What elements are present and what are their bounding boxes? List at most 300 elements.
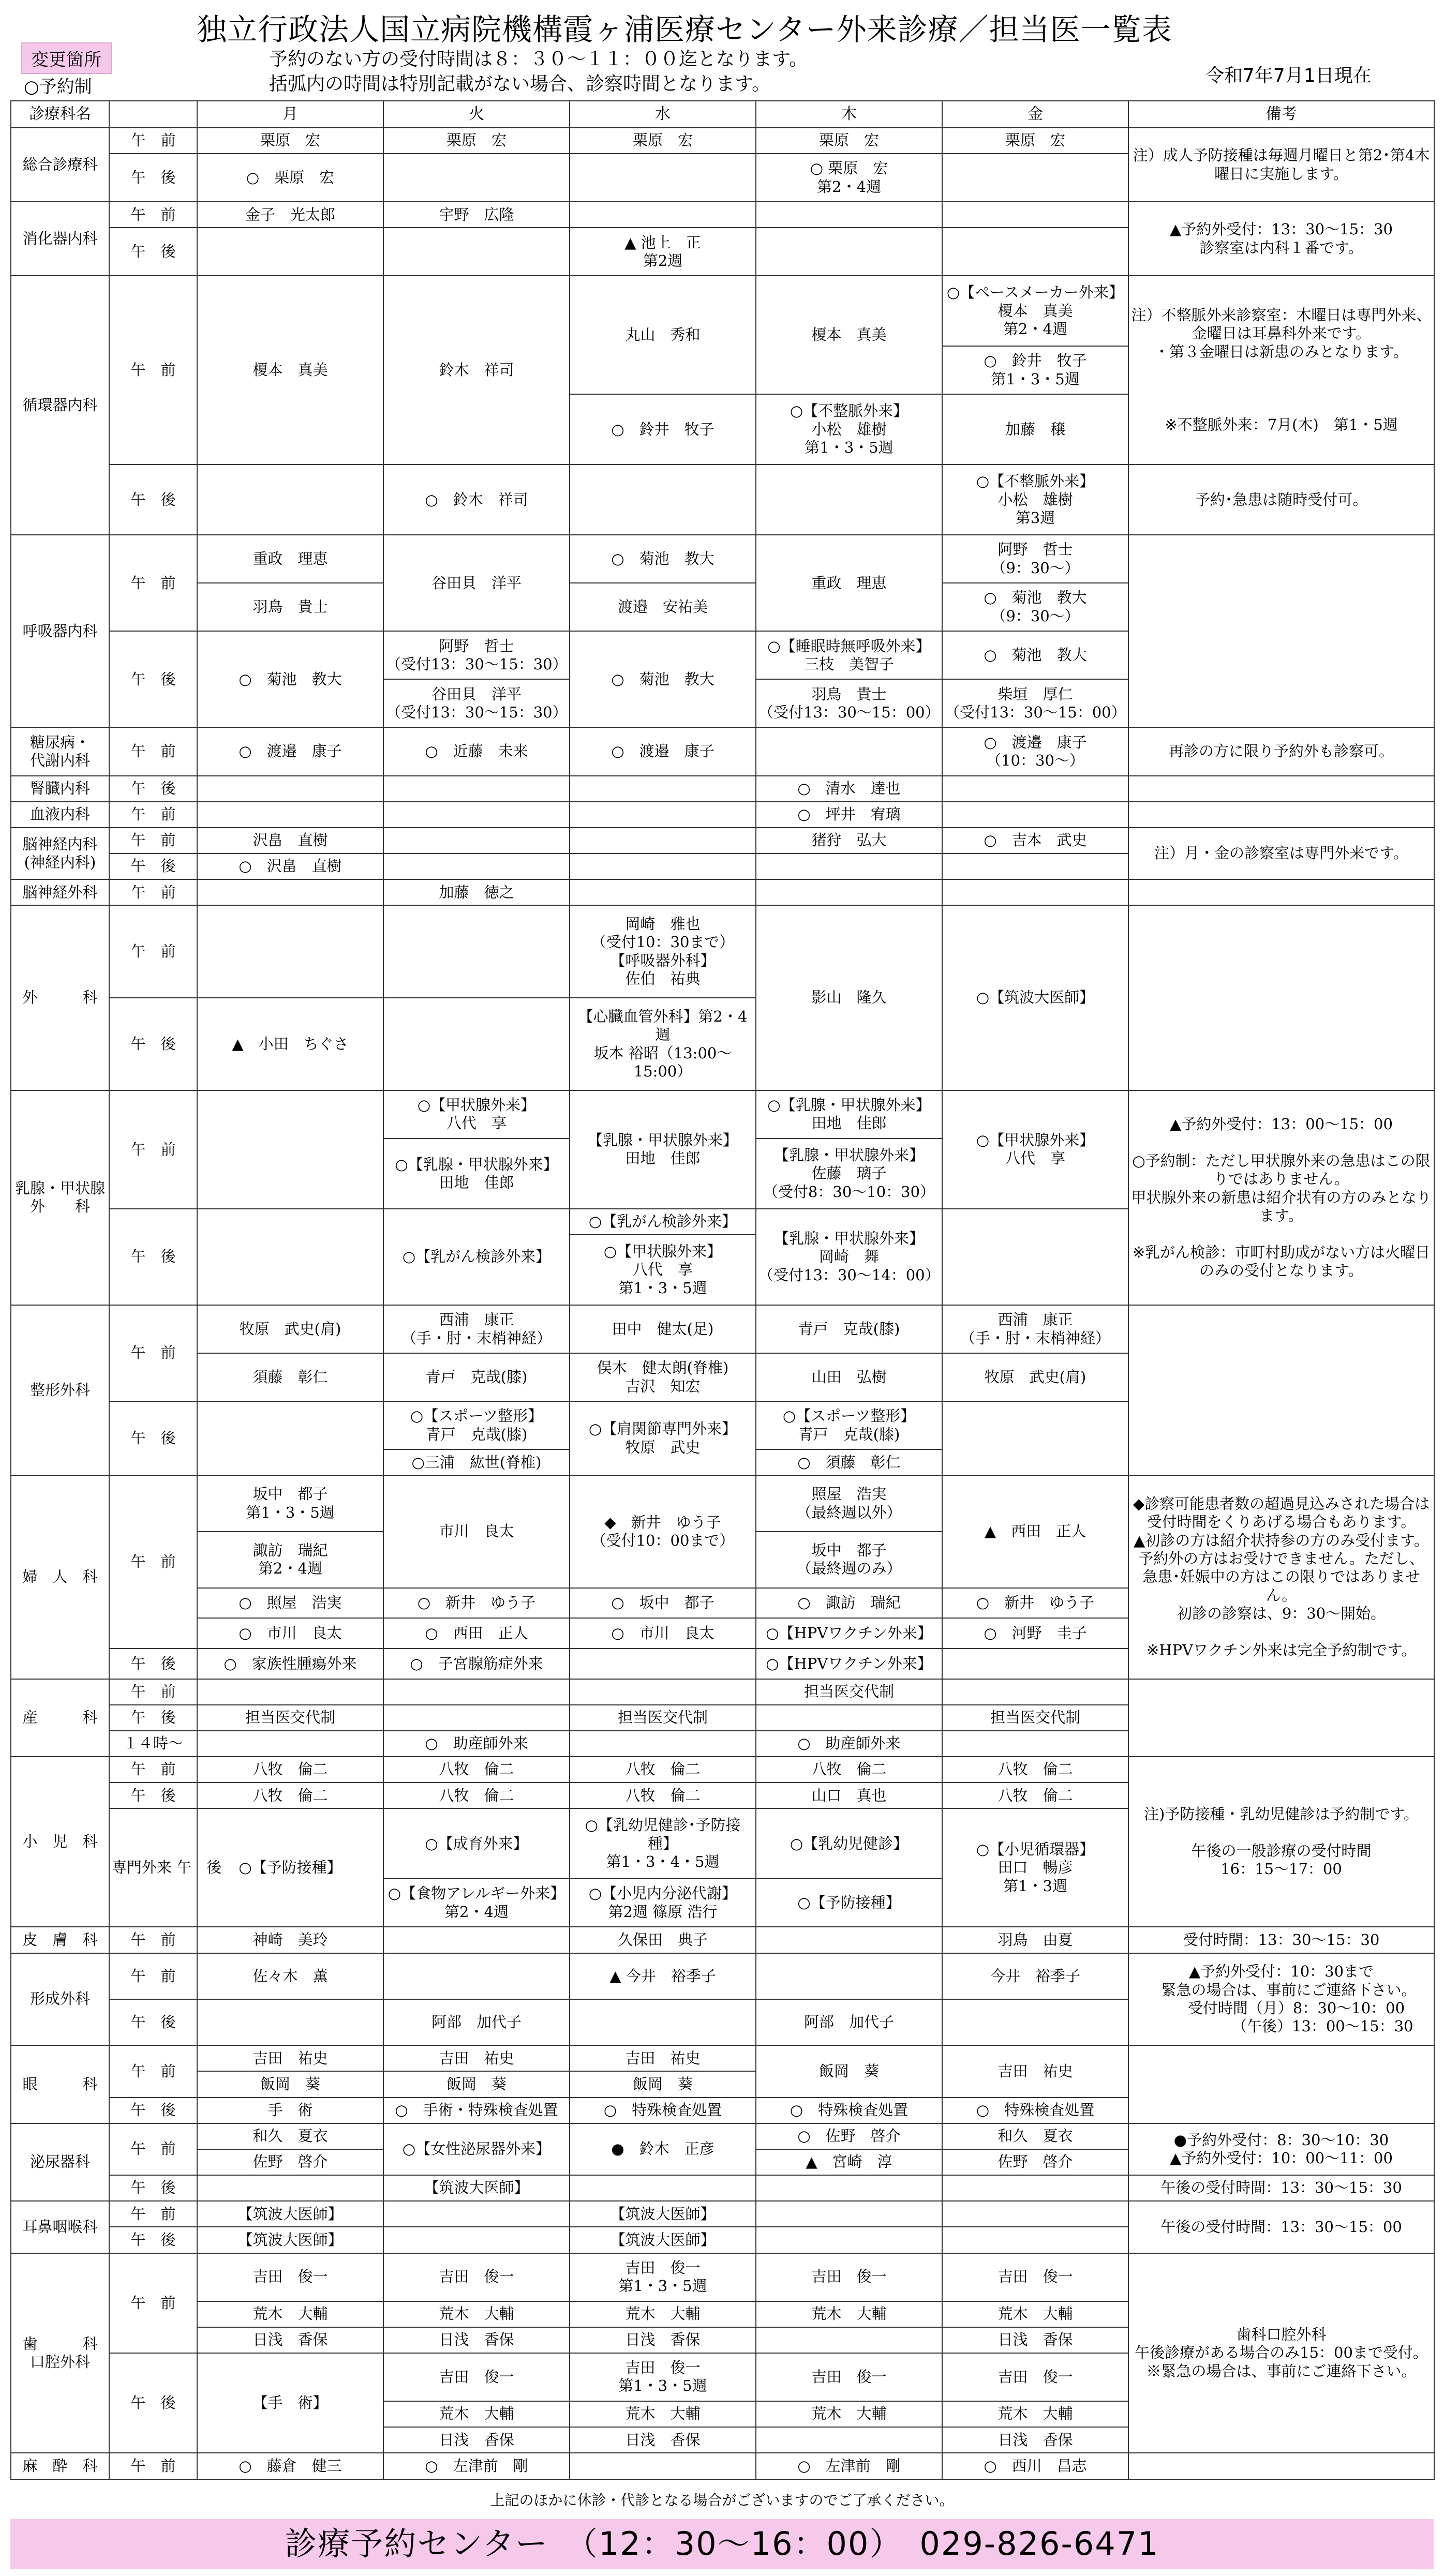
session-time: 午 前: [109, 2453, 197, 2479]
dept-name: 脳神経内科 (神経内科): [11, 828, 109, 879]
doctor-cell: [756, 228, 942, 276]
doctor-cell: 山口 真也: [756, 1783, 942, 1808]
table-row: [11, 2453, 1434, 2479]
session-time: 午 後: [109, 1649, 197, 1679]
doctor-cell: 日浅 香保: [383, 2427, 570, 2453]
doctor-cell: 羽鳥 貴士 （受付13：30～15：00）: [756, 679, 942, 727]
doctor-cell: 吉田 俊一 第1・3・5週: [570, 2353, 756, 2401]
remarks-cell: 注）成人予防接種は毎週月曜日と第2･第4木曜日に実施します。: [1128, 128, 1434, 202]
doctor-cell: [756, 1705, 942, 1731]
doctor-cell: ○【HPVワクチン外来】: [756, 1618, 942, 1649]
doctor-cell: ○【予防接種】: [197, 1808, 383, 1927]
doctor-cell: 【乳腺・甲状腺外来】 岡崎 舞 （受付13：30～14：00）: [756, 1209, 942, 1305]
doctor-cell: 渡邉 安祐美: [570, 583, 756, 631]
table-row: [11, 128, 1434, 154]
doctor-cell: 阿野 哲士 （9：30～）: [942, 535, 1128, 583]
doctor-cell: ○ 菊池 教大: [570, 535, 756, 583]
doctor-cell: 担当医交代制: [197, 1705, 383, 1731]
doctor-cell: 荒木 大輔: [942, 2301, 1128, 2327]
doctor-cell: ○ 吉本 武史: [942, 828, 1128, 853]
table-row: [11, 2123, 1434, 2149]
doctor-cell: ○【乳腺・甲状腺外来】 田地 佳郎: [383, 1139, 570, 1209]
doctor-cell: 羽鳥 貴士: [197, 583, 383, 631]
doctor-cell: ○ 渡邉 康子: [197, 727, 383, 775]
doctor-cell: 阿野 哲士 （受付13：30～15：30）: [383, 631, 570, 679]
doctor-cell: ○ 新井 ゆう子: [942, 1588, 1128, 1619]
table-row: [11, 905, 1434, 998]
doctor-cell: ○ 左津前 剛: [383, 2453, 570, 2479]
doctor-cell: [570, 154, 756, 202]
table-row: [11, 1679, 1434, 1705]
session-time: 午 後: [109, 853, 197, 879]
doctor-cell: 西浦 康正 （手・肘・末梢神経）: [942, 1305, 1128, 1353]
doctor-cell: ○ 近藤 未来: [383, 727, 570, 775]
doctor-cell: 神崎 美玲: [197, 1927, 383, 1953]
doctor-cell: 日浅 香保: [942, 2327, 1128, 2353]
doctor-cell: ○ 鈴木 祥司: [383, 465, 570, 535]
doctor-cell: 重政 理恵: [197, 535, 383, 583]
doctor-cell: [383, 828, 570, 853]
doctor-cell: ○ 特殊検査処置: [942, 2098, 1128, 2123]
doctor-cell: ○【女性泌尿器外来】: [383, 2123, 570, 2175]
doctor-cell: ○ 照屋 浩実: [197, 1588, 383, 1619]
doctor-cell: ○ 菊池 教大 （9：30～）: [942, 583, 1128, 631]
doctor-cell: [570, 853, 756, 879]
doctor-cell: ○【小児内分泌代謝】 第2週 篠原 浩行: [570, 1879, 756, 1927]
session-time: 午 後: [109, 154, 197, 202]
doctor-cell: ○ 渡邉 康子: [570, 727, 756, 775]
remarks-cell: [1128, 2453, 1434, 2479]
table-row: [11, 1305, 1434, 1353]
doctor-cell: 八牧 倫二: [197, 1783, 383, 1808]
reservation-center-bar: 診療予約センター （12：30～16：00） 029-826-6471: [10, 2519, 1434, 2569]
dept-name: 腎臓内科: [11, 776, 109, 802]
doctor-cell: [756, 202, 942, 228]
doctor-cell: [197, 1209, 383, 1305]
table-row: [11, 2201, 1434, 2227]
doctor-cell: 佐野 啓介: [197, 2149, 383, 2175]
remarks-cell: [1128, 879, 1434, 905]
doctor-cell: 【筑波大医師】: [570, 2227, 756, 2253]
table-row: [11, 2253, 1434, 2301]
doctor-cell: 吉田 祐史: [383, 2045, 570, 2071]
session-time: １４時～: [109, 1731, 197, 1757]
doctor-cell: 【筑波大医師】: [197, 2227, 383, 2253]
doctor-cell: [942, 228, 1128, 276]
doctor-cell: [942, 2201, 1128, 2227]
doctor-cell: [197, 776, 383, 802]
doctor-cell: 【乳腺・甲状腺外来】 佐藤 璃子 （受付8：30～10：30）: [756, 1139, 942, 1209]
doctor-cell: 牧原 武史(肩): [197, 1305, 383, 1353]
doctor-cell: 【筑波大医師】: [197, 2201, 383, 2227]
remarks-cell: 受付時間：13：30～15：30: [1128, 1927, 1434, 1953]
doctor-cell: 【乳腺・甲状腺外来】 田地 佳郎: [570, 1090, 756, 1209]
remarks-cell: 注）月・金の診察室は専門外来です。: [1128, 828, 1434, 879]
remarks-cell: ▲予約外受付：10：30まで 緊急の場合は、事前にご連絡下さい。 受付時間（月）8：30～10：00 （午後）13：00～15：30: [1128, 1953, 1434, 2046]
doctor-cell: [756, 1953, 942, 1999]
doctor-cell: 日浅 香保: [197, 2327, 383, 2353]
doctor-cell: [942, 2175, 1128, 2201]
doctor-cell: 柴垣 厚仁 （受付13：30～15：00）: [942, 679, 1128, 727]
session-time: 午 前: [109, 2253, 197, 2353]
doctor-cell: 阿部 加代子: [383, 1999, 570, 2045]
session-time: 午 前: [109, 2045, 197, 2097]
session-time: 午 後: [109, 631, 197, 727]
dept-name: 眼 科: [11, 2045, 109, 2123]
doctor-cell: 金子 光太郎: [197, 202, 383, 228]
doctor-cell: 飯岡 葵: [383, 2071, 570, 2097]
doctor-cell: [942, 1649, 1128, 1679]
doctor-cell: ○【不整脈外来】 小松 雄樹 第3週: [942, 465, 1128, 535]
doctor-cell: 青戸 克哉(膝): [383, 1353, 570, 1401]
session-time: 午 後: [109, 1705, 197, 1731]
doctor-cell: ○【ペースメーカー外来】 榎本 真美 第2・4週: [942, 276, 1128, 346]
doctor-cell: ○【筑波大医師】: [942, 905, 1128, 1090]
session-time: 午 前: [109, 1305, 197, 1401]
doctor-cell: ● 鈴木 正彦: [570, 2123, 756, 2175]
dept-name: 皮 膚 科: [11, 1927, 109, 1953]
doctor-cell: ○【乳幼児健診･予防接種】 第1・3・4・5週: [570, 1808, 756, 1879]
page-title: 独立行政法人国立病院機構霞ヶ浦医療センター外来診療／担当医一覧表: [197, 12, 1172, 47]
doctor-cell: [197, 1090, 383, 1209]
doctor-cell: 影山 隆久: [756, 905, 942, 1090]
session-time: 午 後: [109, 228, 197, 276]
doctor-cell: 八牧 倫二: [756, 1757, 942, 1783]
session-time: 午 前: [109, 905, 197, 998]
doctor-cell: ○【成育外来】: [383, 1808, 570, 1879]
doctor-cell: 荒木 大輔: [197, 2301, 383, 2327]
doctor-cell: 荒木 大輔: [570, 2301, 756, 2327]
doctor-cell: [756, 2175, 942, 2201]
doctor-cell: 【筑波大医師】: [570, 2201, 756, 2227]
session-time: 午 後: [109, 2227, 197, 2253]
doctor-cell: 和久 夏衣: [197, 2123, 383, 2149]
doctor-cell: ▲ 小田 ちぐさ: [197, 998, 383, 1090]
doctor-cell: 荒木 大輔: [570, 2401, 756, 2427]
doctor-cell: 栗原 宏: [942, 128, 1128, 154]
session-time: 午 後: [109, 2098, 197, 2123]
doctor-cell: ○ 左津前 剛: [756, 2453, 942, 2479]
doctor-cell: 八牧 倫二: [383, 1757, 570, 1783]
remarks-cell: [1128, 1679, 1434, 1757]
table-row: [11, 2045, 1434, 2071]
doctor-cell: 飯岡 葵: [570, 2071, 756, 2097]
doctor-cell: [197, 465, 383, 535]
doctor-cell: ○【不整脈外来】 小松 雄樹 第1・3・5週: [756, 394, 942, 465]
doctor-cell: ○【乳幼児健診】: [756, 1808, 942, 1879]
doctor-cell: [756, 2327, 942, 2353]
remarks-cell: ◆診察可能患者数の超過見込みされた場合は受付時間をくりあげる場合もあります。 ▲初診の方は紹介状持参の方のみ受付ます。予約外の方はお受けできません。ただし、急患･妊娠中の方はこの限りではありません。 初診の診察は、9：30～開始。 ※HPVワクチン外来は完全予約制です。: [1128, 1475, 1434, 1679]
doctor-cell: [570, 2453, 756, 2479]
remarks-cell: 注）不整脈外来診察室：木曜日は専門外来、金曜日は耳鼻科外来です。 ・第３金曜日は新患のみとなります。 ※不整脈外来：7月(木) 第1・5週: [1128, 276, 1434, 465]
dept-name: 総合診療科: [11, 128, 109, 202]
session-time: 午 後: [109, 1401, 197, 1475]
doctor-cell: ○【乳腺・甲状腺外来】 田地 佳郎: [756, 1090, 942, 1139]
table-row: [11, 276, 1434, 346]
doctor-cell: [383, 905, 570, 998]
dept-name: 小 児 科: [11, 1757, 109, 1927]
doctor-cell: 須藤 彰仁: [197, 1353, 383, 1401]
dept-name: 形成外科: [11, 1953, 109, 2046]
remarks-cell: [1128, 1305, 1434, 1475]
doctor-cell: [570, 1999, 756, 2045]
doctor-cell: ○ 助産師外来: [756, 1731, 942, 1757]
doctor-cell: 八牧 倫二: [570, 1783, 756, 1808]
doctor-cell: ○ 新井 ゆう子: [383, 1588, 570, 1619]
remarks-cell: [1128, 776, 1434, 802]
session-time: 午 前: [109, 276, 197, 465]
header-wed: 水: [570, 101, 756, 128]
table-row: [11, 1757, 1434, 1783]
header-mon: 月: [197, 101, 383, 128]
doctor-cell: [942, 1209, 1128, 1305]
doctor-cell: [383, 2201, 570, 2227]
doctor-cell: [383, 228, 570, 276]
doctor-cell: 吉田 祐史: [197, 2045, 383, 2071]
doctor-cell: 担当医交代制: [942, 1705, 1128, 1731]
doctor-cell: 今井 裕季子: [942, 1953, 1128, 1999]
doctor-cell: 吉田 俊一: [383, 2353, 570, 2401]
doctor-cell: [197, 879, 383, 905]
reservation-legend: ○予約制: [24, 77, 92, 97]
table-row: [11, 202, 1434, 228]
doctor-cell: ○【乳がん検診外来】: [570, 1209, 756, 1235]
doctor-cell: [383, 1679, 570, 1705]
schedule-table: [10, 100, 1435, 2480]
table-row: [11, 776, 1434, 802]
table-header-row: [11, 101, 1434, 128]
session-time: 午 後: [109, 1999, 197, 2045]
dept-name: 外 科: [11, 905, 109, 1090]
doctor-cell: 山田 弘樹: [756, 1353, 942, 1401]
doctor-cell: 吉田 俊一 第1・3・5週: [570, 2253, 756, 2301]
doctor-cell: [197, 1731, 383, 1757]
doctor-cell: 加藤 徳之: [383, 879, 570, 905]
doctor-cell: 八牧 倫二: [383, 1783, 570, 1808]
doctor-cell: 八牧 倫二: [570, 1757, 756, 1783]
doctor-cell: ○【肩関節専門外来】 牧原 武史: [570, 1401, 756, 1475]
doctor-cell: [570, 776, 756, 802]
doctor-cell: ○ 鈴井 牧子 第1・3・5週: [942, 346, 1128, 394]
remarks-cell: 午後の受付時間：13：30～15：00: [1128, 2201, 1434, 2253]
doctor-cell: 佐野 啓介: [942, 2149, 1128, 2175]
doctor-cell: 牧原 武史(肩): [942, 1353, 1128, 1401]
doctor-cell: ○ 助産師外来: [383, 1731, 570, 1757]
doctor-cell: [942, 879, 1128, 905]
dept-name: 消化器内科: [11, 202, 109, 276]
doctor-cell: [756, 2427, 942, 2453]
doctor-cell: ◆ 新井 ゆう子 （受付10：00まで）: [570, 1475, 756, 1587]
doctor-cell: ○ 市川 良太: [197, 1618, 383, 1649]
doctor-cell: [942, 1401, 1128, 1475]
doctor-cell: ○【小児循環器】 田口 暢彦 第1・3週: [942, 1808, 1128, 1927]
doctor-cell: ○【睡眠時無呼吸外来】 三枝 美智子: [756, 631, 942, 679]
doctor-cell: 田中 健太(足): [570, 1305, 756, 1353]
remarks-cell: 歯科口腔外科 午後診療がある場合のみ15：00まで受付。 ※緊急の場合は、事前にご連絡下さい。: [1128, 2253, 1434, 2453]
doctor-cell: [570, 1649, 756, 1679]
doctor-cell: ○【甲状腺外来】 八代 享 第1・3・5週: [570, 1235, 756, 1305]
doctor-cell: 西浦 康正 （手・肘・末梢神経）: [383, 1305, 570, 1353]
doctor-cell: [942, 776, 1128, 802]
table-row: [11, 535, 1434, 583]
header-notes: 備考: [1128, 101, 1434, 128]
doctor-cell: 阿部 加代子: [756, 1999, 942, 2045]
doctor-cell: 吉田 俊一: [383, 2253, 570, 2301]
doctor-cell: ○ 西川 昌志: [942, 2453, 1128, 2479]
doctor-cell: ○【甲状腺外来】 八代 享: [383, 1090, 570, 1139]
doctor-cell: ○【予防接種】: [756, 1879, 942, 1927]
dept-name: 呼吸器内科: [11, 535, 109, 727]
doctor-cell: [942, 853, 1128, 879]
doctor-cell: [383, 1953, 570, 1999]
dept-name: 産 科: [11, 1679, 109, 1757]
session-time: 午 後: [109, 1783, 197, 1808]
doctor-cell: ○三浦 紘世(脊椎): [383, 1449, 570, 1475]
doctor-cell: [570, 1731, 756, 1757]
doctor-cell: 諏訪 瑞紀 第2・4週: [197, 1532, 383, 1588]
session-time: 午 前: [109, 1475, 197, 1649]
header-fri: 金: [942, 101, 1128, 128]
doctor-cell: [942, 154, 1128, 202]
doctor-cell: 榎本 真美: [197, 276, 383, 465]
doctor-cell: 栗原 宏: [383, 128, 570, 154]
doctor-cell: 日浅 香保: [570, 2327, 756, 2353]
doctor-cell: 栗原 宏: [570, 128, 756, 154]
doctor-cell: 岡崎 雅也 （受付10：30まで） 【呼吸器外科】 佐伯 祐典: [570, 905, 756, 998]
doctor-cell: ○ 子宮腺筋症外来: [383, 1649, 570, 1679]
reception-note: 予約のない方の受付時間は８：３０～１１：００迄となります。: [269, 49, 808, 70]
doctor-cell: ○【スポーツ整形】 青戸 克哉(膝): [383, 1401, 570, 1449]
doctor-cell: [570, 879, 756, 905]
doctor-cell: [570, 802, 756, 828]
doctor-cell: [942, 1999, 1128, 2045]
doctor-cell: 飯岡 葵: [197, 2071, 383, 2097]
remarks-cell: ●予約外受付：8：30～10：30 ▲予約外受付：10：00～11：00: [1128, 2123, 1434, 2175]
doctor-cell: 栗原 宏: [197, 128, 383, 154]
doctor-cell: ○ 坂中 都子: [570, 1588, 756, 1619]
session-time: 専門外来 午 後: [109, 1808, 197, 1927]
doctor-cell: ○ 西田 正人: [383, 1618, 570, 1649]
session-time: 午 前: [109, 202, 197, 228]
remarks-cell: 注)予防接種・乳幼児健診は予約制です。 午後の一般診療の受付時間 16：15～17：00: [1128, 1757, 1434, 1927]
page-header: [0, 0, 1444, 103]
doctor-cell: [383, 776, 570, 802]
doctor-cell: 佐々木 薫: [197, 1953, 383, 1999]
doctor-cell: [383, 154, 570, 202]
doctor-cell: 日浅 香保: [383, 2327, 570, 2353]
session-time: 午 後: [109, 1209, 197, 1305]
dept-name: 糖尿病・ 代謝内科: [11, 727, 109, 775]
doctor-cell: 丸山 秀和: [570, 276, 756, 394]
remarks-cell: [1128, 905, 1434, 1090]
doctor-cell: ○ 市川 良太: [570, 1618, 756, 1649]
session-time: 午 前: [109, 828, 197, 853]
doctor-cell: 榎本 真美: [756, 276, 942, 394]
session-time: 午 前: [109, 1757, 197, 1783]
doctor-cell: [756, 853, 942, 879]
table-row: [11, 1475, 1434, 1532]
dept-name: 麻 酔 科: [11, 2453, 109, 2479]
doctor-cell: ▲ 今井 裕季子: [570, 1953, 756, 1999]
doctor-cell: 吉田 俊一: [942, 2353, 1128, 2401]
doctor-cell: ○ 渡邉 康子 （10：30～）: [942, 727, 1128, 775]
table-row: [11, 1953, 1434, 1999]
doctor-cell: 沢畠 直樹: [197, 828, 383, 853]
doctor-cell: ○ 鈴井 牧子: [570, 394, 756, 465]
session-time: 午 後: [109, 465, 197, 535]
session-time: 午 前: [109, 1927, 197, 1953]
doctor-cell: 吉田 俊一: [197, 2253, 383, 2301]
table-row: [11, 1090, 1434, 1139]
remarks-cell: 午後の受付時間：13：30～15：30: [1128, 2175, 1434, 2201]
session-time: 午 前: [109, 535, 197, 631]
dept-name: 血液内科: [11, 802, 109, 828]
doctor-cell: [197, 1999, 383, 2045]
doctor-cell: 栗原 宏: [756, 128, 942, 154]
doctor-cell: [756, 2227, 942, 2253]
doctor-cell: 荒木 大輔: [942, 2401, 1128, 2427]
doctor-cell: [383, 853, 570, 879]
doctor-cell: [756, 879, 942, 905]
session-time: 午 前: [109, 2123, 197, 2175]
doctor-cell: 【手 術】: [197, 2353, 383, 2453]
doctor-cell: 荒木 大輔: [756, 2301, 942, 2327]
doctor-cell: [570, 202, 756, 228]
doctor-cell: 吉田 俊一: [756, 2353, 942, 2401]
dept-name: 循環器内科: [11, 276, 109, 535]
doctor-cell: ○ 須藤 彰仁: [756, 1449, 942, 1475]
doctor-cell: ○ 藤倉 健三: [197, 2453, 383, 2479]
doctor-cell: 谷田貝 洋平 （受付13：30～15：30）: [383, 679, 570, 727]
doctor-cell: 八牧 倫二: [942, 1783, 1128, 1808]
remarks-cell: ▲予約外受付：13：30～15：30 診察室は内科１番です。: [1128, 202, 1434, 276]
doctor-cell: 八牧 倫二: [942, 1757, 1128, 1783]
session-time: 午 前: [109, 1090, 197, 1209]
doctor-cell: ○ 菊池 教大: [570, 631, 756, 727]
doctor-cell: ○ 佐野 啓介: [756, 2123, 942, 2149]
doctor-cell: ○ 家族性腫瘍外来: [197, 1649, 383, 1679]
table-row: [11, 1927, 1434, 1953]
header-thu: 木: [756, 101, 942, 128]
doctor-cell: 坂中 都子 （最終週のみ）: [756, 1532, 942, 1588]
table-row: [11, 879, 1434, 905]
doctor-cell: ○ 栗原 宏 第2・4週: [756, 154, 942, 202]
doctor-cell: ▲ 西田 正人: [942, 1475, 1128, 1587]
doctor-cell: ▲ 池上 正 第2週: [570, 228, 756, 276]
table-row: [11, 828, 1434, 853]
doctor-cell: ○ 清水 達也: [756, 776, 942, 802]
as-of-date: 令和7年7月1日現在: [1205, 65, 1372, 86]
doctor-cell: [197, 905, 383, 998]
dept-name: 脳神経外科: [11, 879, 109, 905]
doctor-cell: 【心臓血管外科】第2・4週 坂本 裕昭（13:00～15:00）: [570, 998, 756, 1090]
session-time: 午 後: [109, 776, 197, 802]
doctor-cell: ○【甲状腺外来】 八代 享: [942, 1090, 1128, 1209]
header-dept: 診療科名: [11, 101, 109, 128]
doctor-cell: 坂中 都子 第1・3・5週: [197, 1475, 383, 1532]
doctor-cell: 和久 夏衣: [942, 2123, 1128, 2149]
doctor-cell: 加藤 穣: [942, 394, 1128, 465]
header-tue: 火: [383, 101, 570, 128]
session-time: 午 前: [109, 1953, 197, 1999]
table-row: [11, 2175, 1434, 2201]
session-time: 午 前: [109, 1679, 197, 1705]
doctor-cell: 羽鳥 由夏: [942, 1927, 1128, 1953]
doctor-cell: ○ 沢畠 直樹: [197, 853, 383, 879]
doctor-cell: [756, 465, 942, 535]
doctor-cell: 日浅 香保: [570, 2427, 756, 2453]
doctor-cell: ○【HPVワクチン外来】: [756, 1649, 942, 1679]
